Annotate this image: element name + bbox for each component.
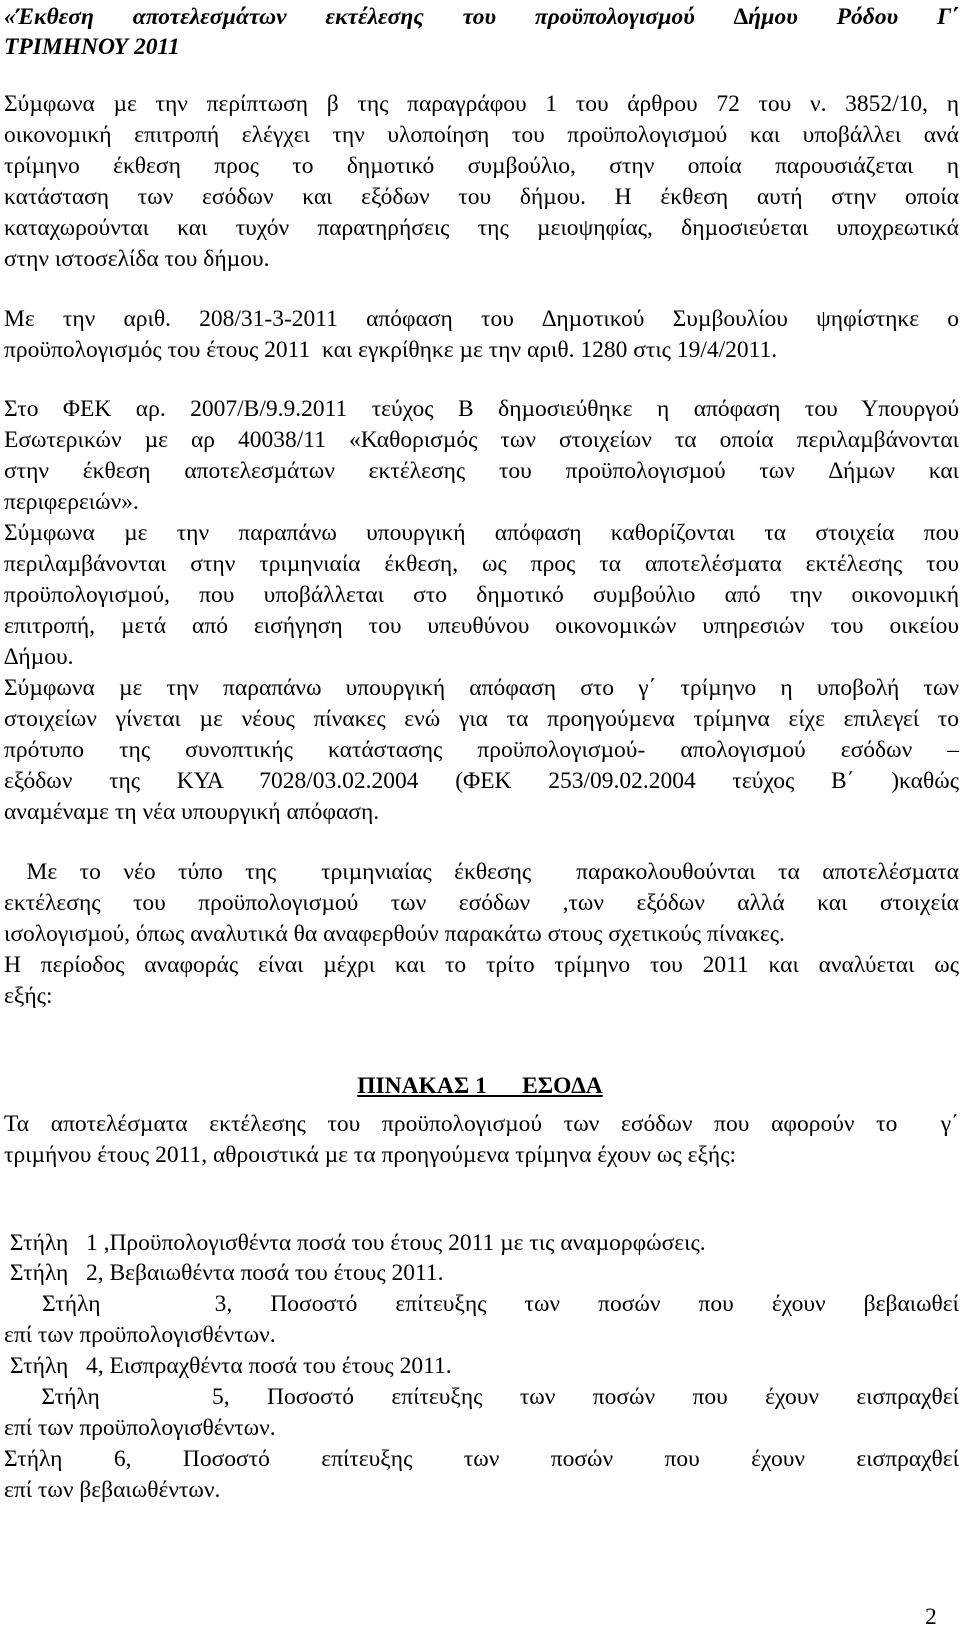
paragraph-line: Με την αριθ. 208/31-3-2011 απόφαση του ∆ηµοτικού Συµβουλίου ψηφίστηκε ο xyxy=(4,306,959,332)
page-number: 2 xyxy=(925,1604,937,1630)
paragraph-line: αναµέναµε τη νέα υπουργική απόφαση. xyxy=(4,799,380,825)
paragraph-line: καταχωρούνται και τυχόν παρατηρήσεις της µειοψηφίας, δηµοσιεύεται υποχρεωτικά xyxy=(4,215,959,241)
paragraph-line: Εσωτερικών µε αρ 40038/11 «Καθορισµός των στοιχείων τα οποία περιλαµβάνονται xyxy=(4,427,959,453)
paragraph-line: πρότυπο της συνοπτικής κατάστασης προϋπολογισµού- απολογισµού εσόδων – xyxy=(4,737,959,763)
column-description: Στήλη 1 ,Προϋπολογισθέντα ποσά του έτους 2011 µε τις αναµορφώσεις. xyxy=(4,1230,706,1256)
paragraph-line: τρίµηνο έκθεση προς το δηµοτικό συµβούλιο, στην οποία παρουσιάζεται η xyxy=(4,153,959,179)
column-description: Στήλη 3, Ποσοστό επίτευξης των ποσών που έχουν βεβαιωθεί xyxy=(4,1291,959,1317)
paragraph-line: Στο ΦΕΚ αρ. 2007/Β/9.9.2011 τεύχος Β δηµοσιεύθηκε η απόφαση του Υπουργού xyxy=(4,396,959,422)
column-description: Στήλη 2, Βεβαιωθέντα ποσά του έτους 2011. xyxy=(4,1260,444,1286)
paragraph-line: στην ιστοσελίδα του δήµου. xyxy=(4,246,270,272)
paragraph-line: προϋπολογισµού, που υποβάλλεται στο δηµοτικό συµβούλιο από την οικονοµική xyxy=(4,582,959,608)
paragraph-line: Η περίοδος αναφοράς είναι µέχρι και το τρίτο τρίµηνο του 2011 και αναλύεται ως xyxy=(4,952,959,978)
paragraph-line: Με το νέο τύπο της τριµηνιαίας έκθεσης παρακολουθούνται τα αποτελέσµατα xyxy=(4,859,959,885)
column-description: επί των βεβαιωθέντων. xyxy=(4,1477,221,1503)
paragraph-line: ∆ήµου. xyxy=(4,644,74,670)
paragraph-line: Σύµφωνα µε την παραπάνω υπουργική απόφαση καθορίζονται τα στοιχεία που xyxy=(4,520,959,546)
document-title: «Έκθεση αποτελεσµάτων εκτέλεσης του προϋπολογισµού ∆ήµου Ρόδου Γ΄ xyxy=(4,4,959,30)
column-description: Στήλη 4, Εισπραχθέντα ποσά του έτους 2011. xyxy=(4,1353,452,1379)
column-description: Στήλη 5, Ποσοστό επίτευξης των ποσών που έχουν εισπραχθεί xyxy=(4,1384,959,1410)
paragraph-line: περιφερειών». xyxy=(4,489,139,515)
paragraph-line: επιτροπή, µετά από εισήγηση του υπευθύνου οικονοµικών υπηρεσιών του οικείου xyxy=(4,613,959,639)
paragraph-line: Σύµφωνα µε την παραπάνω υπουργική απόφαση στο γ΄ τρίµηνο η υποβολή των xyxy=(4,675,959,701)
paragraph-line: προϋπολογισµός του έτους 2011 και εγκρίθηκε µε την αριθ. 1280 στις 19/4/2011. xyxy=(4,337,778,363)
table-heading: ΠΙΝΑΚΑΣ 1 ΕΣΟ∆Α xyxy=(357,1072,603,1099)
paragraph-line: ισολογισµού, όπως αναλυτικά θα αναφερθούν παρακάτω στους σχετικούς πίνακες. xyxy=(4,921,785,947)
paragraph-line: εξής: xyxy=(4,983,53,1009)
paragraph-line: οικονοµική επιτροπή ελέγχει την υλοποίηση του προϋπολογισµού και υποβάλλει ανά xyxy=(4,122,959,148)
paragraph-line: εξόδων της ΚΥΑ 7028/03.02.2004 (ΦΕΚ 253/09.02.2004 τεύχος Β΄ )καθώς xyxy=(4,768,959,794)
paragraph-line: στοιχείων γίνεται µε νέους πίνακες ενώ για τα προηγούµενα τρίµηνα είχε επιλεγεί το xyxy=(4,706,959,732)
paragraph-line: Σύµφωνα µε την περίπτωση β της παραγράφου 1 του άρθρου 72 του ν. 3852/10, η xyxy=(4,91,959,117)
column-description: επί των προϋπολογισθέντων. xyxy=(4,1415,276,1441)
column-description: Στήλη 6, Ποσοστό επίτευξης των ποσών που έχουν εισπραχθεί xyxy=(4,1446,959,1472)
column-description: επί των προϋπολογισθέντων. xyxy=(4,1322,276,1348)
document-title-continued: ΤΡΙΜΗΝΟΥ 2011 xyxy=(4,34,180,60)
paragraph-line: στην έκθεση αποτελεσµάτων εκτέλεσης του προϋπολογισµού των ∆ήµων και xyxy=(4,458,959,484)
paragraph-line: εκτέλεσης του προϋπολογισµού των εσόδων ,των εξόδων αλλά και στοιχεία xyxy=(4,890,959,916)
paragraph-line: περιλαµβάνονται στην τριµηνιαία έκθεση, ως προς τα αποτελέσµατα εκτέλεσης του xyxy=(4,551,959,577)
paragraph-line: τριµήνου έτους 2011, αθροιστικά µε τα προηγούµενα τρίµηνα έχουν ως εξής: xyxy=(4,1142,737,1168)
paragraph-line: κατάσταση των εσόδων και εξόδων του δήµου. Η έκθεση αυτή στην οποία xyxy=(4,184,959,210)
paragraph-line: Τα αποτελέσµατα εκτέλεσης του προϋπολογισµού των εσόδων που αφορούν το γ΄ xyxy=(4,1111,959,1137)
